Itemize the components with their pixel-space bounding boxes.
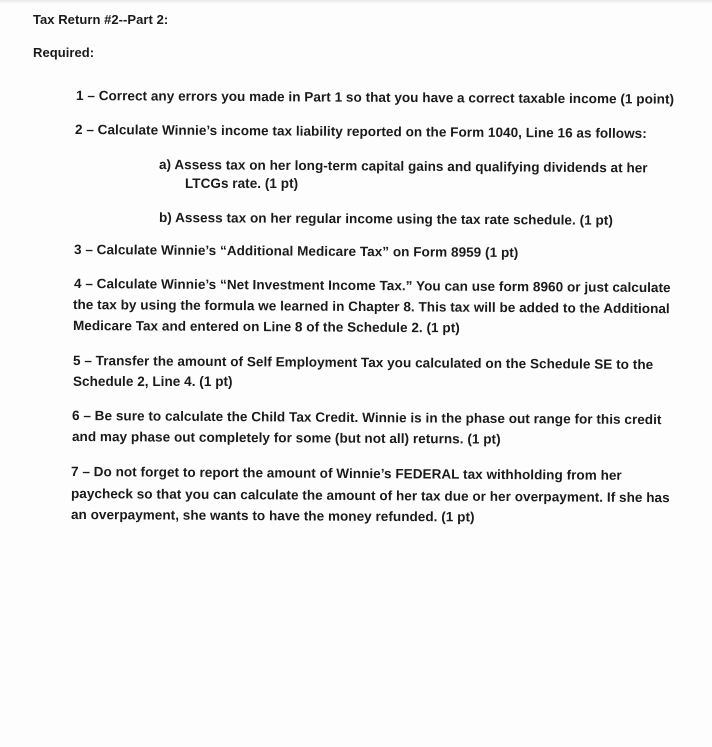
sub-item-a-line-1: a) Assess tax on her long-term capital gains and qualifying dividends at her: [158, 157, 648, 176]
list-item-7-line-2: paycheck so that you can calculate the amount of her tax due or her overpayment. If she has: [70, 486, 670, 506]
list-item-3: 3 – Calculate Winnie’s “Additional Medicare Tax” on Form 8959 (1 pt): [73, 242, 519, 261]
list-item-7-line-1: 7 – Do not forget to report the amount of Winnie’s FEDERAL tax withholding from her: [70, 464, 622, 483]
list-item-4-line-3: Medicare Tax and entered on Line 8 of the Schedule 2. (1 pt): [72, 318, 460, 336]
list-item-1: 1 – Correct any errors you made in Part 1 so that you have a correct taxable income (1 point): [75, 88, 675, 107]
scan-edge: [0, 0, 712, 4]
list-item-4-line-2: the tax by using the formula we learned in Chapter 8. This tax will be added to the Additional: [72, 297, 670, 317]
sub-item-b: b) Assess tax on her regular income using the tax rate schedule. (1 pt): [158, 210, 613, 228]
sub-item-a-line-2: LTCGs rate. (1 pt): [185, 176, 299, 191]
required-heading: Required:: [33, 45, 95, 60]
list-item-4-line-1: 4 – Calculate Winnie’s “Net Investment Income Tax.” You can use form 8960 or just calculate: [73, 276, 671, 296]
list-item-6-line-1: 6 – Be sure to calculate the Child Tax Credit. Winnie is in the phase out range for this credit: [71, 408, 662, 428]
list-item-5-line-1: 5 – Transfer the amount of Self Employment Tax you calculated on the Schedule SE to the: [72, 353, 654, 373]
list-item-6-line-2: and may phase out completely for some (but not all) returns. (1 pt): [71, 429, 501, 447]
list-item-7-line-3: an overpayment, she wants to have the money refunded. (1 pt): [70, 507, 475, 525]
list-item-2: 2 – Calculate Winnie’s income tax liability reported on the Form 1040, Line 16 as follows:: [74, 122, 647, 141]
document-title: Tax Return #2--Part 2:: [33, 12, 169, 27]
list-item-5-line-2: Schedule 2, Line 4. (1 pt): [73, 374, 233, 389]
